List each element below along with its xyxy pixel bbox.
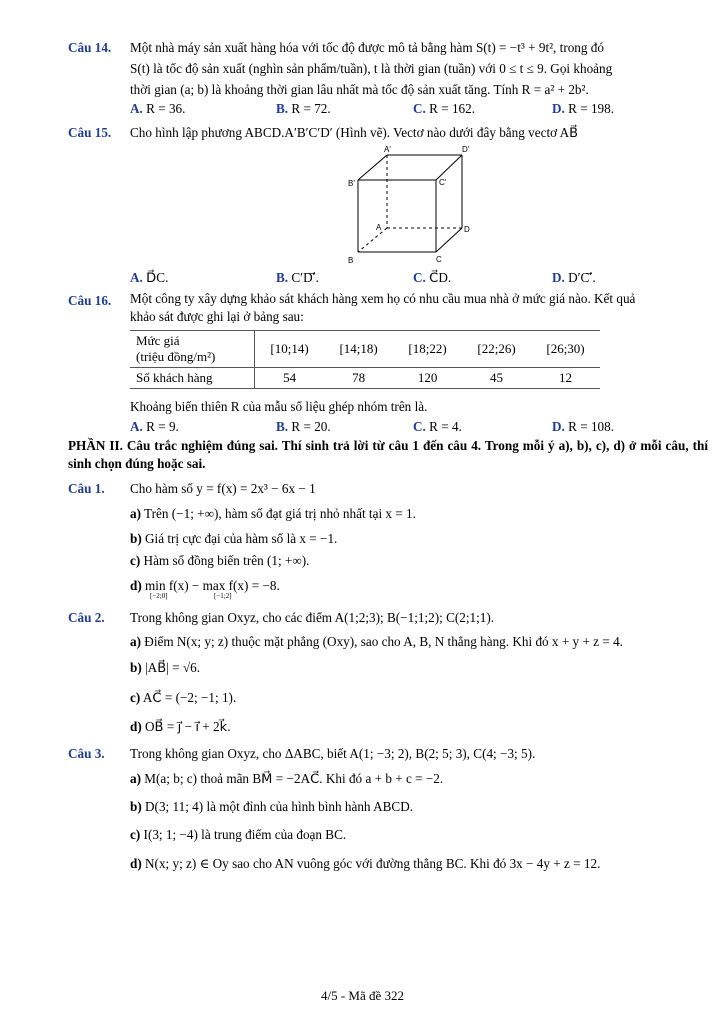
statement-a[interactable]: a) Điểm N(x; y; z) thuộc mặt phẳng (Oxy), sao cho A, B, N thẳng hàng. Khi đó x + y + z = 4. <box>130 634 623 649</box>
question-text <box>130 290 708 326</box>
statement-d[interactable]: d) N(x; y; z) ∈ Oy sao cho AN vuông góc với đường thẳng BC. Khi đó 3x − 4y + z = 12. <box>130 856 601 871</box>
question-1 <box>68 478 708 499</box>
question-2 <box>68 607 708 628</box>
question-text: Trong không gian Oxyz, cho ΔABC, biết A(1; −3; 2), B(2; 5; 3), C(4; −3; 5). <box>130 746 536 761</box>
table-header-cell: Mức giá (triệu đồng/m²) <box>130 331 255 368</box>
option-c[interactable]: C. C⃗D. <box>413 270 452 285</box>
vertex-label: B' <box>348 179 355 188</box>
option-b[interactable]: B. R = 72. <box>276 101 331 116</box>
question-text <box>130 37 708 100</box>
option-c[interactable]: C. R = 4. <box>413 419 462 434</box>
table-cell: [26;30) <box>531 331 600 368</box>
statement-b[interactable]: b) |AB⃗| = √6. <box>130 660 201 675</box>
question-label: Câu 16. <box>68 293 112 308</box>
question-14 <box>68 37 708 97</box>
option-a[interactable]: A. R = 36. <box>130 101 186 116</box>
option-a[interactable]: A. D⃗C. <box>130 270 169 285</box>
question-line: khảo sát được ghi lại ở bảng sau: <box>130 309 304 324</box>
table-cell: [10;14) <box>255 331 325 368</box>
section-heading: PHẦN II. Câu trắc nghiệm đúng sai. Thí sinh trả lời từ câu 1 đến câu 4. Trong mỗi ý a), b), c), d) ở mỗi câu, thí sinh chọn đúng hoặc sai. <box>68 438 708 471</box>
statement-a[interactable]: a) M(a; b; c) thoả mãn BM⃗ = −2AC⃗. Khi đó a + b + c = −2. <box>130 771 444 786</box>
statement-a[interactable]: a) Trên (−1; +∞), hàm số đạt giá trị nhỏ nhất tại x = 1. <box>130 506 416 521</box>
question-text: Cho hàm số y = f(x) = 2x³ − 6x − 1 <box>130 481 316 496</box>
question-line: Một công ty xây dựng khảo sát khách hàng xem họ có nhu cầu mua nhà ở mức giá nào. Kết quả <box>130 291 636 306</box>
question-label: Câu 15. <box>68 125 112 140</box>
question-line: thời gian (a; b) là khoảng thời gian lâu nhất mà tốc độ sản xuất tăng. Tính R = a² + 2b². <box>130 82 589 97</box>
option-d[interactable]: D. D′C′⃗. <box>552 270 596 285</box>
page-footer: 4/5 - Mã đề 322 <box>320 988 405 1003</box>
question-16 <box>68 290 708 324</box>
statement-b[interactable]: b) D(3; 11; 4) là một đỉnh của hình bình hành ABCD. <box>130 799 414 814</box>
table-row <box>130 368 600 389</box>
option-c[interactable]: C. R = 162. <box>413 101 476 116</box>
table-cell: 78 <box>324 368 393 389</box>
vertex-label: D' <box>462 145 470 154</box>
question-text: Trong không gian Oxyz, cho các điểm A(1;2;3); B(−1;1;2); C(2;1;1). <box>130 610 495 625</box>
statement-d[interactable]: d) min f(x) − max f(x) = −8. <box>130 578 280 593</box>
vertex-label: C' <box>439 178 447 187</box>
question-15 <box>68 122 708 143</box>
table-cell: 45 <box>462 368 531 389</box>
question-line: S(t) là tốc độ sản xuất (nghìn sản phẩm/tuần), t là thời gian (tuần) với 0 ≤ t ≤ 9. Gọi khoảng <box>130 61 613 76</box>
frequency-table <box>130 330 600 389</box>
question-label: Câu 14. <box>68 40 112 55</box>
question-label: Câu 2. <box>68 610 105 625</box>
vertex-label: A <box>376 223 382 232</box>
question-label: Câu 1. <box>68 481 105 496</box>
option-b[interactable]: B. R = 20. <box>276 419 331 434</box>
table-cell: 120 <box>393 368 462 389</box>
table-cell: [22;26) <box>462 331 531 368</box>
statement-c[interactable]: c) AC⃗ = (−2; −1; 1). <box>130 690 237 705</box>
max-interval-subscript: [−1;2] <box>214 592 232 600</box>
table-cell: [14;18) <box>324 331 393 368</box>
option-b[interactable]: B. C′D′⃗. <box>276 270 319 285</box>
vertex-label: A' <box>384 145 391 154</box>
statement-d[interactable]: d) OB⃗ = j⃗ − i⃗ + 2k⃗. <box>130 719 231 734</box>
question-line: Một nhà máy sản xuất hàng hóa với tốc độ được mô tả bằng hàm S(t) = −t³ + 9t², trong đó <box>130 40 604 55</box>
table-row <box>130 331 600 368</box>
table-cell: [18;22) <box>393 331 462 368</box>
vertex-label: D <box>464 225 470 234</box>
table-header-cell: Số khách hàng <box>130 368 255 389</box>
table-cell: 12 <box>531 368 600 389</box>
vertex-label: C <box>436 255 442 264</box>
statement-c[interactable]: c) I(3; 1; −4) là trung điểm của đoạn BC. <box>130 827 347 842</box>
vertex-label: B <box>348 256 354 265</box>
question-3 <box>68 743 708 764</box>
statement-c[interactable]: c) Hàm số đồng biến trên (1; +∞). <box>130 553 310 568</box>
table-cell: 54 <box>255 368 325 389</box>
cube-figure <box>340 143 480 265</box>
min-interval-subscript: [−2;0] <box>150 592 168 600</box>
option-a[interactable]: A. R = 9. <box>130 419 179 434</box>
question-label: Câu 3. <box>68 746 105 761</box>
question-text: Khoảng biến thiên R của mẫu số liệu ghép nhóm trên là. <box>130 399 428 414</box>
option-d[interactable]: D. R = 198. <box>552 101 615 116</box>
question-text: Cho hình lập phương ABCD.A′B′C′D′ (Hình vẽ). Vectơ nào dưới đây bằng vectơ AB⃗ <box>130 125 579 140</box>
statement-b[interactable]: b) Giá trị cực đại của hàm số là x = −1. <box>130 531 338 546</box>
option-d[interactable]: D. R = 108. <box>552 419 615 434</box>
